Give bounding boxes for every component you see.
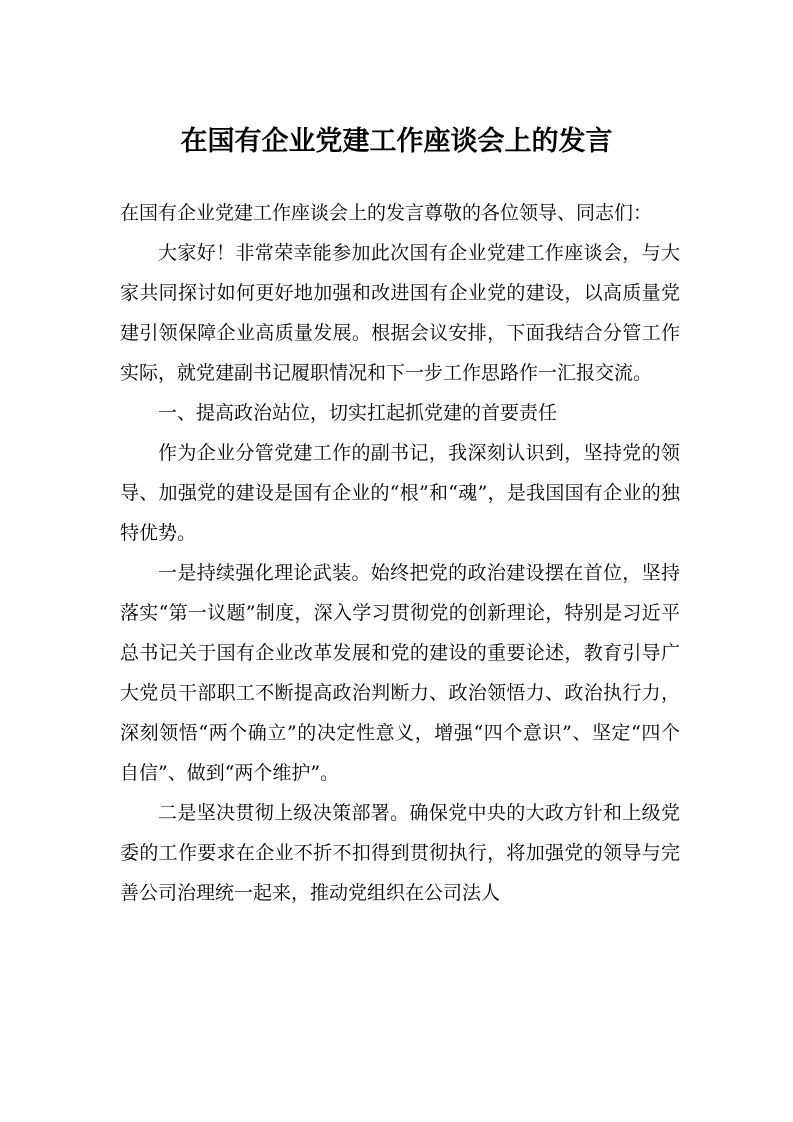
document-body — [120, 193, 680, 913]
opening-paragraph: 大家好！非常荣幸能参加此次国有企业党建工作座谈会，与大家共同探讨如何更好地加强和改进国有企业党的建设，以高质量党建引领保障企业高质量发展。根据会议安排，下面我结合分管工作实际，就党建副书记履职情况和下一步工作思路作一汇报交流。 — [120, 242, 680, 384]
body-paragraph: 二是坚决贯彻上级决策部署。确保党中央的大政方针和上级党委的工作要求在企业不折不扣得到贯彻执行，将加强党的领导与完善公司治理统一起来，推动党组织在公司法人 — [120, 802, 680, 904]
document-title: 在国有企业党建工作座谈会上的发言 — [180, 126, 613, 157]
body-paragraph: 作为企业分管党建工作的副书记，我深刻认识到，坚持党的领导、加强党的建设是国有企业的“根”和“魂”，是我国国有企业的独特优势。 — [120, 442, 680, 544]
section-heading: 一、提高政治站位，切实扛起抓党建的首要责任 — [158, 402, 558, 424]
salutation-paragraph: 在国有企业党建工作座谈会上的发言尊敬的各位领导、同志们： — [120, 202, 653, 224]
body-paragraph: 一是持续强化理论武装。始终把党的政治建设摆在首位，坚持落实“第一议题”制度，深入学习贯彻党的创新理论，特别是习近平总书记关于国有企业改革发展和党的建设的重要论述，教育引导广大党员干部职工不断提高政治判断力、政治领悟力、政治执行力，深刻领悟“两个确立”的决定性意义，增强“四个意识”、坚定“四个自信”、做到“两个维护”。 — [120, 562, 680, 784]
